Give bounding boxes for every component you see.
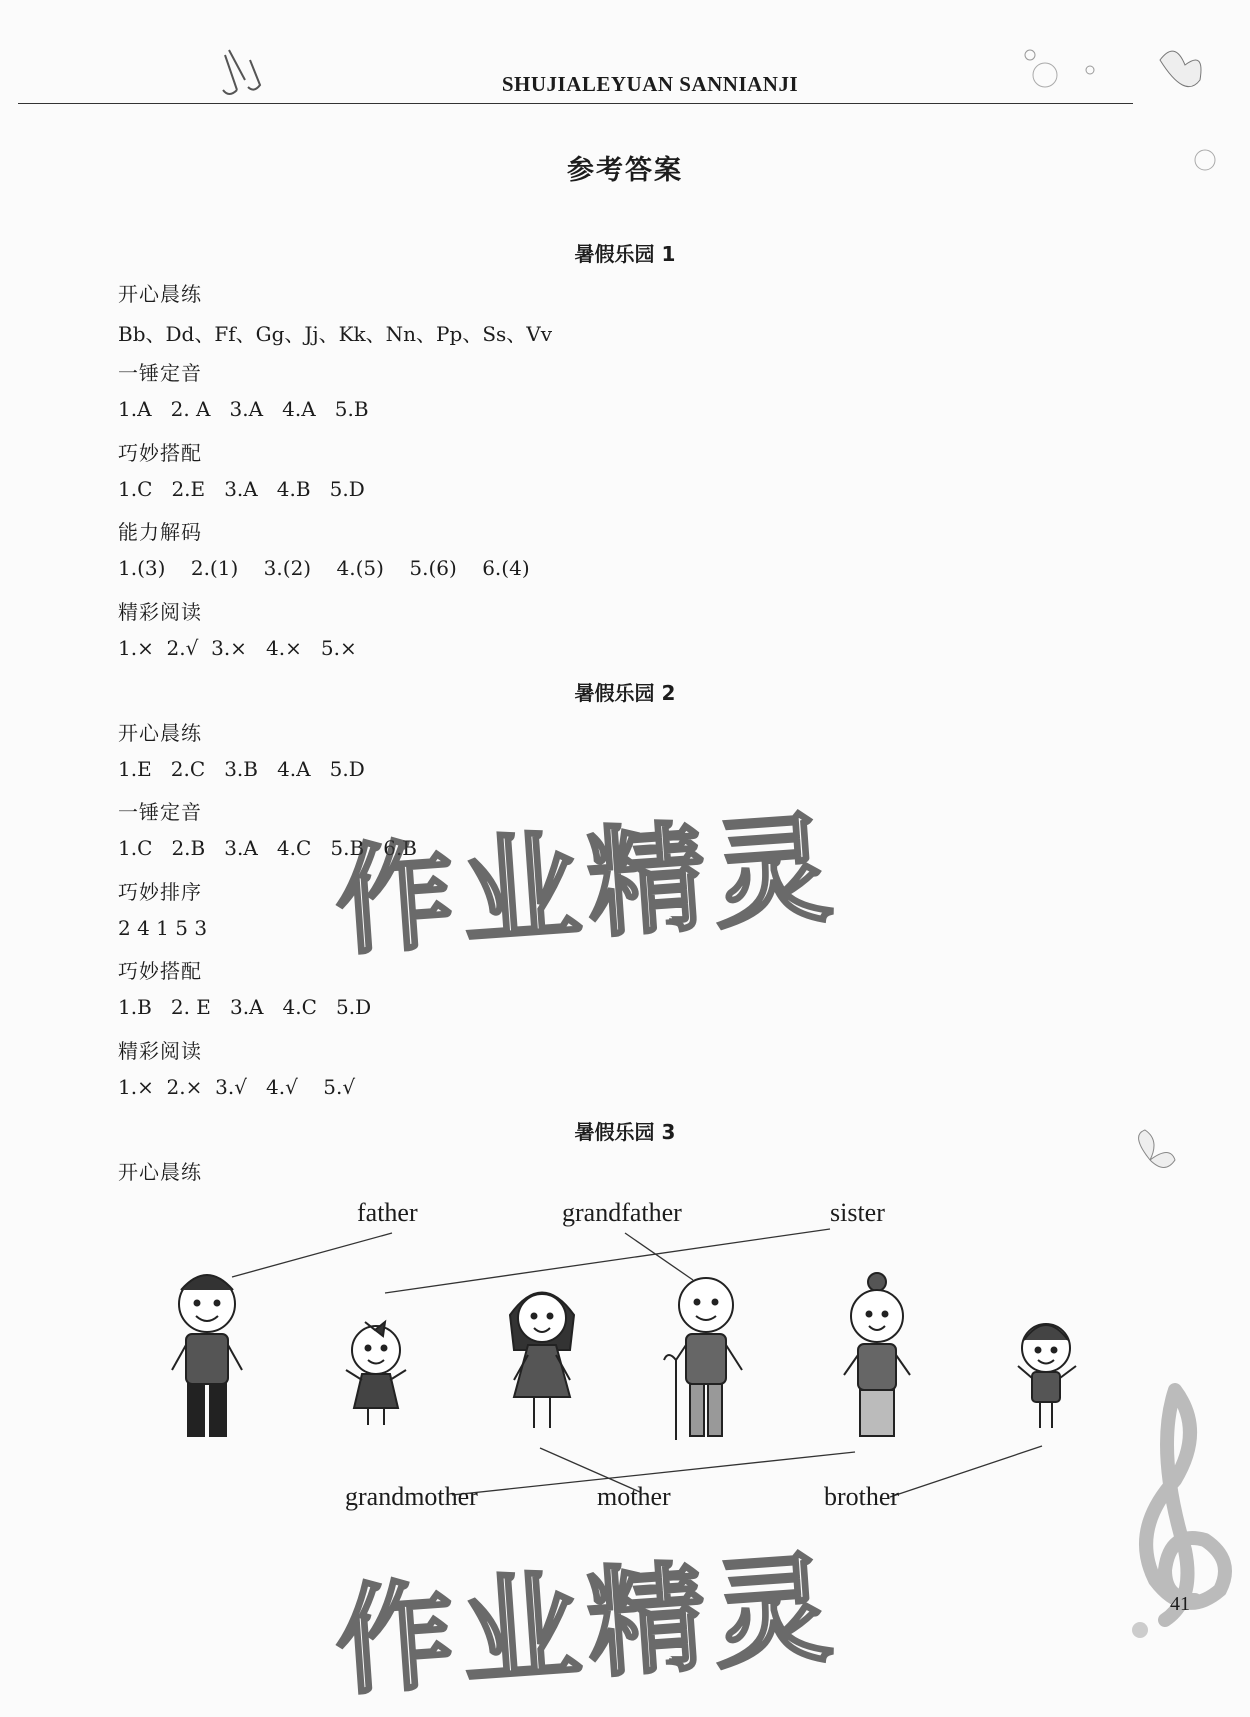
section-2-label-1: 开心晨练 <box>118 721 202 745</box>
father-figure <box>172 1275 242 1436</box>
section-1-label-4: 能力解码 <box>118 520 202 544</box>
watermark: 作业精灵 <box>331 1538 844 1712</box>
section-3-title: 暑假乐园 3 <box>574 1120 676 1144</box>
section-1-label-1: 开心晨练 <box>118 282 202 306</box>
mother-figure <box>510 1293 574 1429</box>
word-father: father <box>357 1198 418 1227</box>
section-1-answer-3: 1.C 2.E 3.A 4.B 5.D <box>118 477 365 501</box>
word-grandmother: grandmother <box>345 1482 478 1511</box>
section-1-answer-4: 1.(3) 2.(1) 3.(2) 4.(5) 5.(6) 6.(4) <box>118 556 530 580</box>
section-1-label-2: 一锤定音 <box>118 361 202 385</box>
word-brother: brother <box>824 1482 900 1511</box>
watermark: 作业精灵 <box>331 798 844 972</box>
word-mother: mother <box>597 1482 671 1511</box>
word-grandfather: grandfather <box>562 1198 682 1227</box>
section-2-answer-2: 1.C 2.B 3.A 4.C 5.B 6.B <box>118 836 417 860</box>
brother-figure <box>1018 1324 1076 1428</box>
section-2-title: 暑假乐园 2 <box>574 681 676 705</box>
grandmother-figure <box>844 1273 910 1436</box>
section-1-label-5: 精彩阅读 <box>118 600 202 624</box>
section-2-label-3: 巧妙排序 <box>118 880 202 904</box>
section-1-answer-5: 1.× 2.√ 3.× 4.× 5.× <box>118 636 357 660</box>
section-2-answer-5: 1.× 2.× 3.√ 4.√ 5.√ <box>118 1075 356 1099</box>
section-2-answer-4: 1.B 2. E 3.A 4.C 5.D <box>118 995 372 1019</box>
word-sister: sister <box>830 1198 885 1227</box>
section-2-answer-1: 1.E 2.C 3.B 4.A 5.D <box>118 757 365 781</box>
page-title: 参考答案 <box>567 155 683 186</box>
running-header: SHUJIALEYUAN SANNIANJI <box>501 72 799 96</box>
section-3-label-1: 开心晨练 <box>118 1160 202 1184</box>
section-1-title: 暑假乐园 1 <box>574 242 676 266</box>
matching-lines <box>232 1229 1042 1497</box>
section-2-answer-3: 2 4 1 5 3 <box>118 916 208 940</box>
grandfather-figure <box>664 1278 742 1440</box>
section-2-label-5: 精彩阅读 <box>118 1039 202 1063</box>
section-2-label-2: 一锤定音 <box>118 800 202 824</box>
sister-figure <box>346 1322 406 1425</box>
page-number: 41 <box>1170 1593 1190 1615</box>
section-2-label-4: 巧妙搭配 <box>118 959 202 983</box>
section-1-answer-2: 1.A 2. A 3.A 4.A 5.B <box>118 397 369 421</box>
section-1-label-3: 巧妙搭配 <box>118 441 202 465</box>
section-1-answer-1: Bb、Dd、Ff、Gg、Jj、Kk、Nn、Pp、Ss、Vv <box>118 322 553 346</box>
